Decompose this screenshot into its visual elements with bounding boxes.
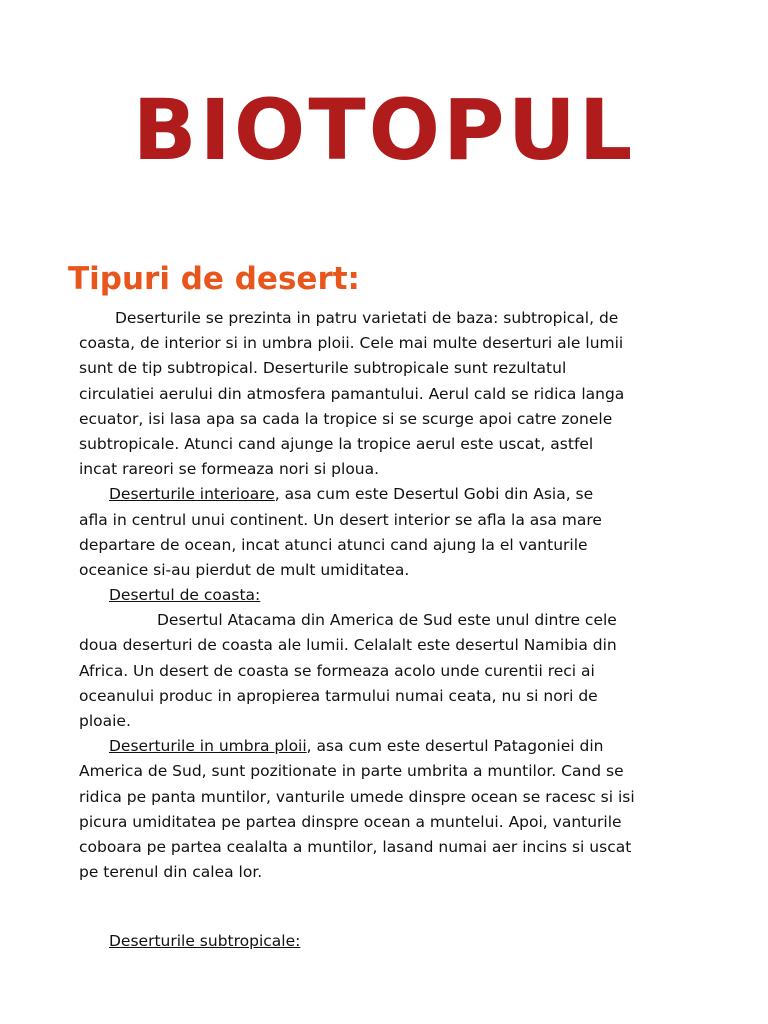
section-heading: Tipuri de desert: — [68, 261, 360, 297]
paragraph-line: picura umiditatea pe partea dinspre ocean a muntelui. Apoi, vanturile — [79, 812, 622, 831]
paragraph-line: America de Sud, sunt pozitionate in parte umbrita a muntilor. Cand se — [79, 762, 624, 781]
term-rain-shadow-deserts: Deserturile in umbra ploii — [109, 737, 307, 756]
paragraph-line: departare de ocean, incat atunci atunci cand ajung la el vanturile — [79, 535, 588, 554]
term-coastal-desert: Desertul de coasta: — [109, 586, 261, 605]
paragraph-line — [79, 583, 679, 608]
paragraph-line: oceanice si-au pierdut de mult umiditatea. — [79, 560, 410, 579]
paragraph-line: subtropicale. Atunci cand ajunge la tropice aerul este uscat, astfel — [79, 434, 594, 453]
paragraph-line: coasta, de interior si in umbra ploii. Cele mai multe deserturi ale lumii — [79, 334, 624, 353]
paragraph-line: incat rareori se formeaza nori si ploua. — [79, 460, 380, 479]
paragraph-line — [79, 929, 679, 954]
paragraph-line: circulatiei aerului din atmosfera pamantului. Aerul cald se ridica langa — [79, 384, 625, 403]
paragraph-line: oceanului produc in apropierea tarmului numai ceata, nu si nori de — [79, 686, 598, 705]
paragraph-line: ploaie. — [79, 712, 131, 730]
paragraph-line: coboara pe partea cealalta a muntilor, lasand numai aer incins si uscat — [79, 837, 632, 856]
paragraph-text: , asa cum este desertul Patagoniei din — [306, 737, 604, 756]
paragraph-line: sunt de tip subtropical. Deserturile subtropicale sunt rezultatul — [79, 359, 567, 378]
paragraph-line: afla in centrul unui continent. Un desert interior se afla la asa mare — [79, 510, 602, 529]
term-subtropical-deserts: Deserturile subtropicale: — [109, 932, 301, 951]
paragraph-line: doua deserturi de coasta ale lumii. Celalalt este desertul Namibia din — [79, 636, 617, 655]
paragraph-line: Africa. Un desert de coasta se formeaza acolo unde curentii reci ai — [79, 661, 595, 680]
document-body — [79, 306, 679, 955]
paragraph-line: ecuator, isi lasa apa sa cada la tropice si se scurge apoi catre zonele — [79, 409, 613, 428]
paragraph-line: pe terenul din calea lor. — [79, 863, 263, 882]
paragraph-line: Deserturile se prezinta in patru varietati de baza: subtropical, de — [115, 309, 619, 327]
paragraph-line: Desertul Atacama din America de Sud este unul dintre cele — [157, 611, 617, 630]
document-title: BIOTOPUL — [132, 81, 636, 179]
term-interior-deserts: Deserturile interioare — [109, 485, 275, 504]
paragraph-text: , asa cum este Desertul Gobi din Asia, se — [274, 485, 594, 504]
paragraph-line — [79, 482, 679, 507]
paragraph-line: ridica pe panta muntilor, vanturile umede dinspre ocean se racesc si isi — [79, 787, 635, 806]
paragraph-line — [79, 734, 679, 759]
paragraph-gap — [79, 885, 679, 929]
